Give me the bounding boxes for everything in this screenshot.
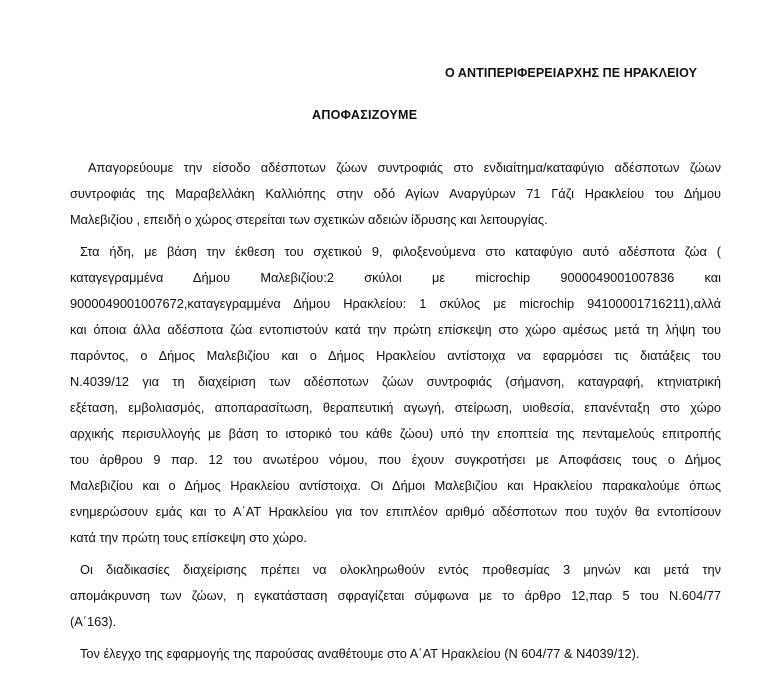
decision-heading: ΑΠΟΦΑΣΙΖΟΥΜΕ — [312, 108, 418, 122]
paragraph-2-line: Ν.4039/12 για τη διαχείριση των αδέσποτων ζώων συντροφιάς (σήμανση, καταγραφή, κτηνιατρική — [70, 374, 721, 389]
paragraph-2-line: αρχικής περισυλλογής με βάση το ιστορικό του κάθε ζώου) υπό την εποπτεία της πενταμελούς επιτροπής — [70, 426, 721, 441]
paragraph-2-line: εξέταση, εμβολιασμός, αποπαρασίτωση, θεραπευτική αγωγή, στείρωση, υιοθεσία, επανένταξη στο χώρο — [70, 400, 721, 415]
paragraph-3-line: Οι διαδικασίες διαχείρισης πρέπει να ολοκληρωθούν εντός προθεσμίας 3 μηνών και μετά την — [80, 562, 721, 577]
paragraph-1-line: συντροφιάς της Μαραβελλάκη Καλλιόπης στην οδό Αγίων Αναργύρων 71 Γάζι Ηρακλείου του Δήμου — [70, 186, 721, 201]
issuer-heading: Ο ΑΝΤΙΠΕΡΙΦΕΡΕΙΑΡΧΗΣ ΠΕ ΗΡΑΚΛΕΙΟΥ — [445, 66, 698, 80]
paragraph-2-line: καταγεγραμμένα Δήμου Μαλεβιζίου:2 σκύλοι με microchip 9000049001007836 και — [70, 270, 721, 285]
paragraph-2-line: Στα ήδη, με βάση την έκθεση του σχετικού 9, φιλοξενούμενα στο καταφύγιο αυτό αδέσποτα ζώα ( — [80, 244, 721, 259]
paragraph-2-line: ενημερώσουν εμάς και το Α΄ΑΤ Ηρακλείου για τον επιπλέον αριθμό αδέσποτων που τυχόν θα εντοπίσουν — [70, 504, 721, 519]
paragraph-1-line: Απαγορεύουμε την είσοδο αδέσποτων ζώων συντροφιάς στο ενδιαίτημα/καταφύγιο αδέσποτων ζώων — [88, 160, 721, 175]
paragraph-2-line: του άρθρου 9 παρ. 12 του ανωτέρου νόμου, που έχουν συγκροτήσει με Αποφάσεις τους ο Δήμος — [70, 452, 721, 467]
paragraph-3-line: απομάκρυνση των ζώων, η εγκατάσταση σφραγίζεται σύμφωνα με το άρθρο 12,παρ 5 του Ν.604/77 — [70, 588, 721, 603]
paragraph-4-line: Τον έλεγχο της εφαρμογής της παρούσας αναθέτουμε στο Α΄ΑΤ Ηρακλείου (Ν 604/77 & Ν4039/12). — [80, 646, 640, 661]
paragraph-2-line: κατά την πρώτη τους επίσκεψη στο χώρο. — [70, 530, 307, 545]
paragraph-2-line: και όποια άλλα αδέσποτα ζώα εντοπιστούν κατά την πρώτη επίσκεψη στο χώρο αμέσως μετά τη λήψη του — [70, 322, 721, 337]
paragraph-2-line: 900004900100767​2,καταγεγραμμένα Δήμου Ηρακλείου: 1 σκύλος με microchip 94100001716211),αλλά — [70, 296, 721, 311]
paragraph-1-line: Μαλεβιζίου , επειδή ο χώρος στερείται των σχετικών αδειών ίδρυσης και λειτουργίας. — [70, 212, 548, 227]
paragraph-2-line: παρόντος, ο Δήμος Μαλεβιζίου και ο Δήμος Ηρακλείου αντίστοιχα να εφαρμόσει τις διατάξεις του — [70, 348, 721, 363]
paragraph-2-line: Μαλεβιζίου και ο Δήμος Ηρακλείου αντίστοιχα. Οι Δήμοι Μαλεβιζίου και Ηρακλείου παρακαλούμε όπως — [70, 478, 721, 493]
paragraph-3-line: (Α΄163). — [70, 614, 117, 629]
